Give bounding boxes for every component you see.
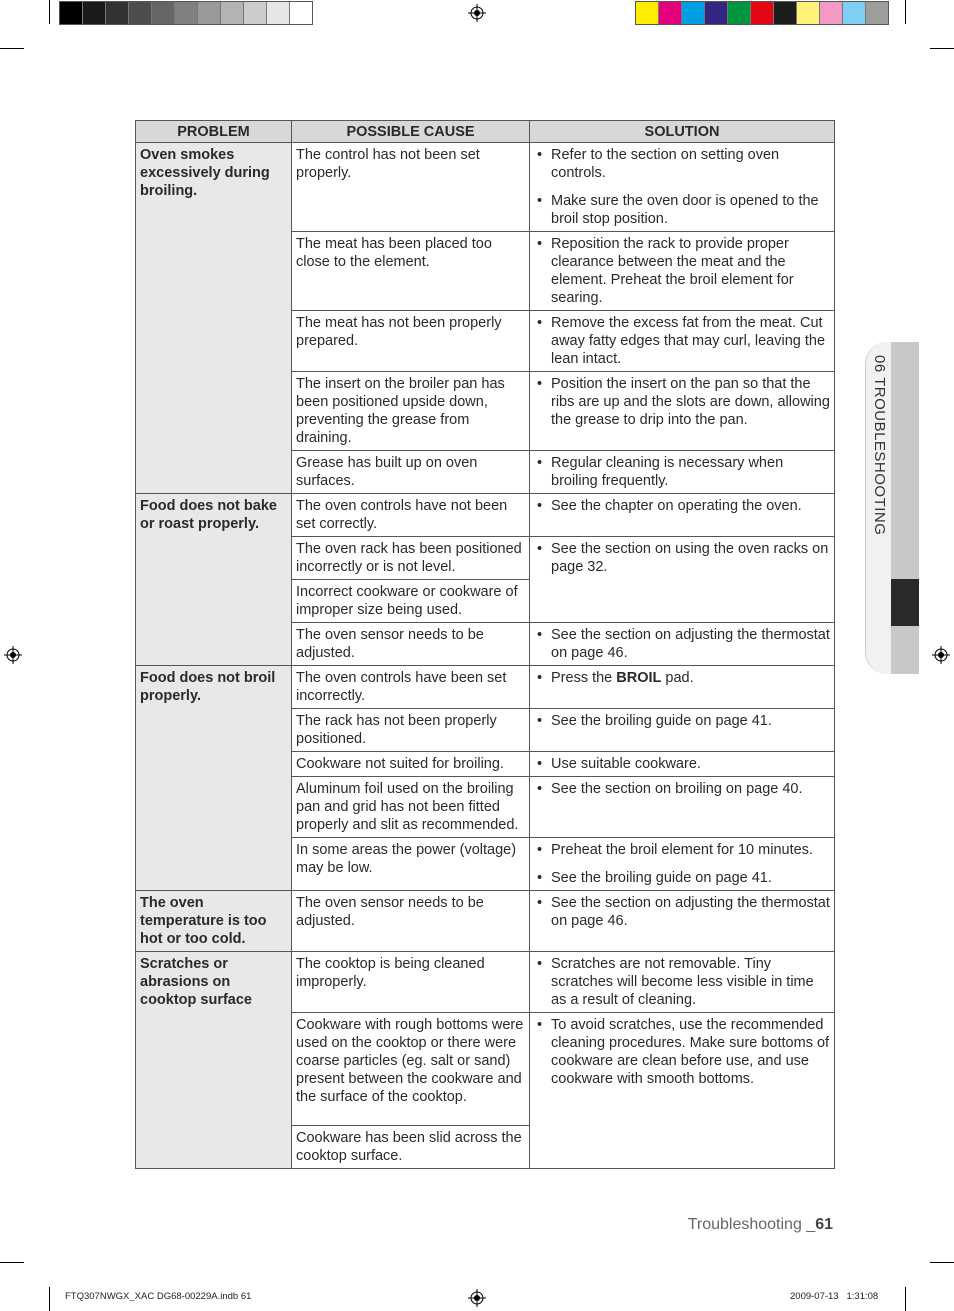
- crop-mark: [905, 0, 906, 24]
- broil-pad-label: BROIL: [616, 670, 662, 686]
- solution-cell: [530, 232, 835, 311]
- color-swatch: [843, 2, 866, 24]
- gray-swatch: [175, 2, 198, 24]
- solution-cell: [530, 537, 835, 623]
- color-swatch: [774, 2, 797, 24]
- solution-item: • Make sure the oven door is opened to the broil stop position.: [551, 192, 830, 228]
- gray-swatch: [198, 2, 221, 24]
- solution-item: • See the broiling guide on page 41.: [551, 712, 830, 730]
- footer-section: Troubleshooting _: [687, 1216, 816, 1233]
- cause-cell: The meat has not been properly prepared.: [292, 311, 530, 372]
- gray-swatch: [129, 2, 152, 24]
- cause-cell: Aluminum foil used on the broiling pan and grid has not been fitted properly and slit as recommended.: [292, 777, 530, 838]
- crop-mark: [0, 1262, 24, 1263]
- solution-cell: [530, 1013, 835, 1169]
- gray-swatch: [60, 2, 83, 24]
- solution-cell: [530, 952, 835, 1013]
- solution-item: • Position the insert on the pan so that the ribs are up and the slots are down, allowing the grease to drip into the pan.: [551, 375, 830, 429]
- color-swatch: [751, 2, 774, 24]
- chapter-tab-label: 06 TROUBLESHOOTING: [871, 355, 888, 536]
- solution-cell: [530, 752, 835, 777]
- gray-swatch: [83, 2, 106, 24]
- chapter-tab-marker: [891, 579, 919, 626]
- solution-item: • Preheat the broil element for 10 minutes.: [551, 841, 830, 859]
- cause-cell: Incorrect cookware or cookware of improper size being used.: [292, 580, 530, 623]
- cause-cell: The cooktop is being cleaned improperly.: [292, 952, 530, 1013]
- solution-item: • See the section on adjusting the thermostat on page 46.: [551, 626, 830, 662]
- table-row: [136, 891, 835, 952]
- print-slug-datetime: 2009-07-13 1:31:08: [790, 1291, 879, 1302]
- crop-mark: [930, 48, 954, 49]
- crop-mark: [49, 0, 50, 24]
- cause-cell: The meat has been placed too close to the element.: [292, 232, 530, 311]
- header-possible-cause: POSSIBLE CAUSE: [292, 121, 530, 143]
- cause-cell: The oven controls have been set incorrectly.: [292, 666, 530, 709]
- color-swatch: [682, 2, 705, 24]
- solution-item: • See the section on adjusting the thermostat on page 46.: [551, 894, 830, 930]
- color-swatch: [866, 2, 888, 24]
- problem-cell: Oven smokes excessively during broiling.: [136, 143, 292, 494]
- table-row: [136, 143, 835, 232]
- table-row: [136, 952, 835, 1013]
- solution-item: • Refer to the section on setting oven controls.: [551, 146, 830, 182]
- header-problem: PROBLEM: [136, 121, 292, 143]
- grayscale-bar: [59, 1, 313, 25]
- crop-mark: [905, 1287, 906, 1311]
- cause-cell: The control has not been set properly.: [292, 143, 530, 232]
- color-swatch: [820, 2, 843, 24]
- crop-mark: [930, 1262, 954, 1263]
- solution-cell: [530, 891, 835, 952]
- solution-cell: [530, 709, 835, 752]
- color-swatch: [705, 2, 728, 24]
- solution-text: pad.: [665, 670, 694, 686]
- solution-cell: [530, 666, 835, 709]
- solution-item: • Scratches are not removable. Tiny scratches will become less visible in time as a result of cleaning.: [551, 955, 830, 1009]
- solution-item: • To avoid scratches, use the recommended cleaning procedures. Make sure bottoms of cookware are clean before use, and use cookware with smooth bottoms.: [551, 1016, 830, 1088]
- solution-item: [551, 669, 830, 687]
- solution-cell: [530, 777, 835, 838]
- registration-mark-icon: [932, 646, 950, 664]
- color-swatch: [728, 2, 751, 24]
- solution-cell: [530, 311, 835, 372]
- gray-swatch: [244, 2, 267, 24]
- color-swatch: [636, 2, 659, 24]
- solution-cell: [530, 451, 835, 494]
- troubleshooting-table: [135, 120, 835, 1169]
- problem-cell: Food does not broil properly.: [136, 666, 292, 891]
- solution-item: • Regular cleaning is necessary when broiling frequently.: [551, 454, 830, 490]
- cause-cell: In some areas the power (voltage) may be low.: [292, 838, 530, 891]
- solution-cell: [530, 143, 835, 232]
- print-slug-file: FTQ307NWGX_XAC DG68-00229A.indb 61: [65, 1291, 252, 1302]
- solution-cell: [530, 623, 835, 666]
- problem-cell: Food does not bake or roast properly.: [136, 494, 292, 666]
- solution-cell: [530, 372, 835, 451]
- color-swatch: [659, 2, 682, 24]
- table-row: [136, 494, 835, 537]
- solution-cell: [530, 838, 835, 891]
- cause-cell: Grease has built up on oven surfaces.: [292, 451, 530, 494]
- solution-text: Press the: [551, 670, 613, 686]
- table-row: [136, 666, 835, 709]
- registration-mark-icon: [468, 4, 486, 22]
- page-footer: [688, 1216, 833, 1234]
- gray-swatch: [152, 2, 175, 24]
- solution-item: • Use suitable cookware.: [551, 755, 830, 773]
- color-bar: [635, 1, 889, 25]
- cause-cell: The oven rack has been positioned incorrectly or is not level.: [292, 537, 530, 580]
- gray-swatch: [106, 2, 129, 24]
- cause-cell: The rack has not been properly positioned.: [292, 709, 530, 752]
- gray-swatch: [290, 2, 312, 24]
- cause-cell: Cookware has been slid across the cooktop surface.: [292, 1126, 530, 1169]
- cause-cell: The insert on the broiler pan has been positioned upside down, preventing the grease from draining.: [292, 372, 530, 451]
- crop-mark: [49, 1287, 50, 1311]
- cause-cell: The oven sensor needs to be adjusted.: [292, 891, 530, 952]
- table-header-row: [136, 121, 835, 143]
- cause-cell: Cookware with rough bottoms were used on the cooktop or there were coarse particles (eg. salt or sand) present between the cookware and the surface of the cooktop.: [292, 1013, 530, 1126]
- page-number: 61: [815, 1216, 833, 1233]
- registration-mark-icon: [4, 646, 22, 664]
- problem-cell: The oven temperature is too hot or too cold.: [136, 891, 292, 952]
- solution-item: • See the section on using the oven racks on page 32.: [551, 540, 830, 576]
- cause-cell: The oven controls have not been set correctly.: [292, 494, 530, 537]
- gray-swatch: [221, 2, 244, 24]
- solution-item: • See the chapter on operating the oven.: [551, 497, 830, 515]
- problem-cell: Scratches or abrasions on cooktop surface: [136, 952, 292, 1169]
- solution-item: • See the section on broiling on page 40.: [551, 780, 830, 798]
- header-solution: SOLUTION: [530, 121, 835, 143]
- crop-mark: [0, 48, 24, 49]
- solution-item: • See the broiling guide on page 41.: [551, 869, 830, 887]
- solution-item: • Remove the excess fat from the meat. Cut away fatty edges that may curl, leaving the lean intact.: [551, 314, 830, 368]
- solution-item: • Reposition the rack to provide proper clearance between the meat and the element. Preheat the broil element for searing.: [551, 235, 830, 307]
- color-swatch: [797, 2, 820, 24]
- cause-cell: Cookware not suited for broiling.: [292, 752, 530, 777]
- cause-cell: The oven sensor needs to be adjusted.: [292, 623, 530, 666]
- registration-mark-icon: [468, 1289, 486, 1307]
- solution-cell: [530, 494, 835, 537]
- gray-swatch: [267, 2, 290, 24]
